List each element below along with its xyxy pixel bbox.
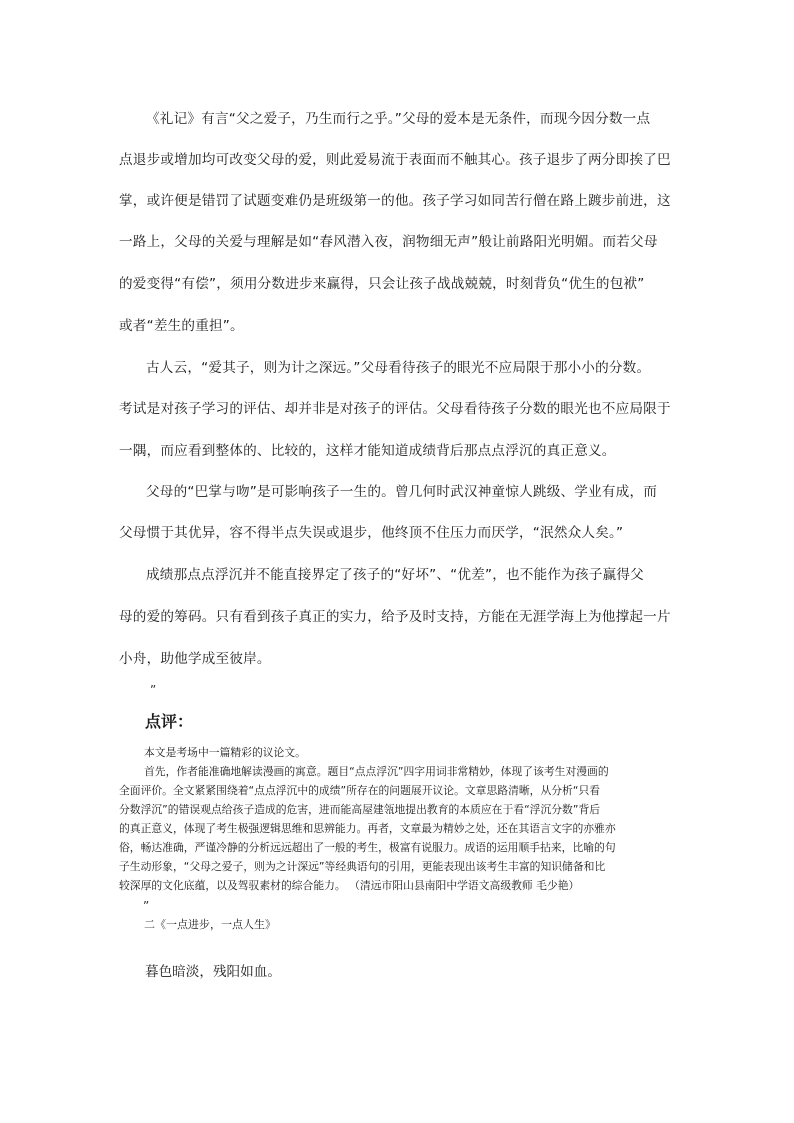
- essay-line-14: 小舟，助他学成至彼岸。: [119, 651, 271, 667]
- essay-line-8: 考试是对孩子学习的评估、却并非是对孩子的评估。父母看待孩子分数的眼光也不应局限于: [119, 401, 671, 417]
- review-line-6: 俗，畅达准确，严谨冷静的分析远远超出了一般的考生，极富有说服力。成语的运用顺手拈来，比喻的句: [119, 841, 616, 854]
- stray-quote-mark: ”: [150, 683, 157, 697]
- essay-line-10: 父母的“巴掌与吻”是可影响孩子一生的。曾几何时武汉神童惊人跳级、学业有成，而: [146, 484, 658, 500]
- review-line-7: 子生动形象，“父母之爱子，则为之计深远”等经典语句的引用，更能表现出该考生丰富的知识储备和比: [119, 860, 606, 873]
- essay-line-13: 母的爱的筹码。只有看到孩子真正的实力，给予及时支持，方能在无涯学海上为他撑起一片: [119, 609, 671, 625]
- essay-line-2: 点退步或增加均可改变父母的爱，则此爱易流于表面而不触其心。孩子退步了两分即挨了巴: [119, 152, 671, 168]
- review-line-5: 的真正意义，体现了考生极强逻辑思维和思辨能力。再者，文章最为精妙之处，还在其语言文字的亦雅亦: [119, 822, 616, 835]
- review-heading: 点评：: [145, 712, 194, 731]
- essay-line-4: 一路上，父母的关爱与理解是如“春风潜入夜，润物细无声”般让前路阳光明媚。而若父母: [119, 234, 658, 250]
- essay-line-12: 成绩那点点浮沉并不能直接界定了孩子的“好坏”、“优差”，也不能作为孩子赢得父: [146, 567, 644, 583]
- review-line-2: 首先，作者能准确地解读漫画的寓意。题目“点点浮沉”四字用词非常精妙，体现了该考生对漫画的: [144, 765, 609, 778]
- essay-line-3: 掌，或许便是错罚了试题变难仍是班级第一的他。孩子学习如同苦行僧在路上踱步前进，这: [119, 193, 671, 209]
- essay-line-5: 的爱变得“有偿”，须用分数进步来赢得，只会让孩子战战兢兢，时刻背负“优生的包袱”: [119, 276, 645, 292]
- review-line-4: 分数浮沉”的错误观点给孩子造成的危害，进而能高屋建瓴地提出教育的本质应在于看“浮沉分数”背后: [119, 803, 601, 816]
- stray-quote-mark-2: ”: [143, 899, 150, 913]
- review-line-1: 本文是考场中一篇精彩的议论文。: [144, 746, 306, 759]
- second-essay-title: 二《一点进步，一点人生》: [144, 918, 276, 931]
- essay-line-6: 或者“差生的重担”。: [119, 318, 244, 334]
- review-line-8: 较深厚的文化底蕴，以及驾驭素材的综合能力。 （清远市阳山县南阳中学语文高级教师 毛少艳）: [119, 879, 580, 892]
- essay-line-11: 父母惯于其优异，容不得半点失误或退步，他终顶不住压力而厌学，“泯然众人矣。”: [119, 525, 624, 541]
- second-essay-first-line: 暮色暗淡，残阳如血。: [145, 964, 281, 980]
- essay-line-1: 《礼记》有言“父之爱子，乃生而行之乎。”父母的爱本是无条件，而现今因分数一点: [146, 111, 651, 127]
- essay-line-7: 古人云，“爱其子，则为计之深远。”父母看待孩子的眼光不应局限于那小小的分数。: [146, 360, 651, 376]
- review-line-3: 全面评价。全文紧紧围绕着“点点浮沉中的成绩”所存在的问题展开议论。文章思路清晰，从分析“只看: [119, 784, 601, 797]
- essay-line-9: 一隅，而应看到整体的、比较的，这样才能知道成绩背后那点点浮沉的真正意义。: [119, 443, 616, 459]
